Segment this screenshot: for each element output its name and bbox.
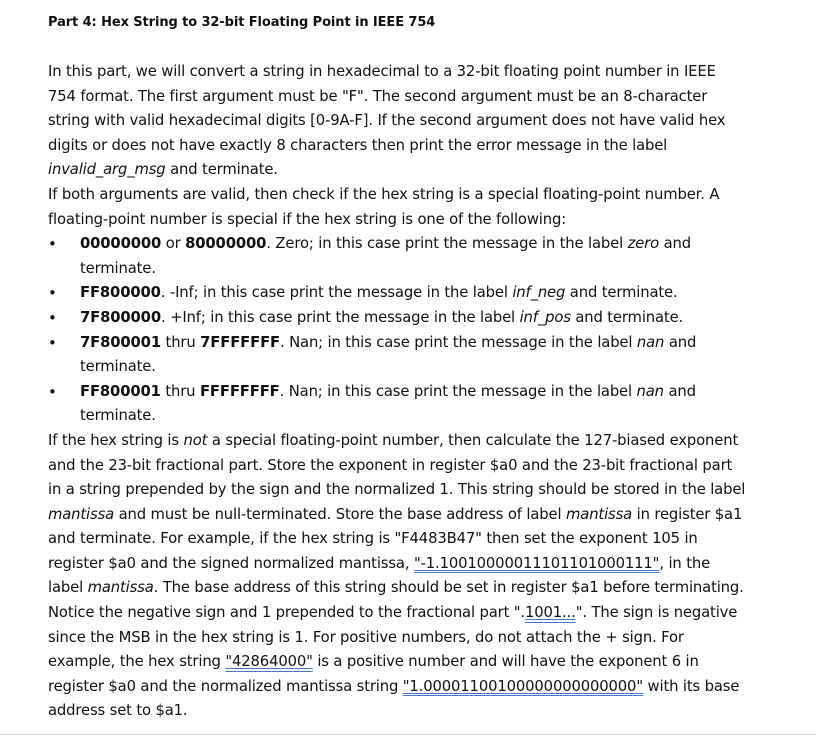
intro-text-end: and terminate. bbox=[165, 161, 278, 179]
list-item-text: . Nan; in this case print the message in the label bbox=[280, 333, 637, 351]
label-name: inf_pos bbox=[519, 308, 571, 326]
list-item-end: and terminate. bbox=[570, 308, 684, 326]
list-item-text: . Zero; in this case print the message in the label bbox=[266, 235, 628, 253]
emphasis-not: not bbox=[183, 431, 208, 449]
list-item-text: . +Inf; in this case print the message in the label bbox=[160, 308, 520, 326]
section-heading: Part 4: Hex String to 32-bit Floating Point in IEEE 754 bbox=[48, 15, 436, 30]
special-values-paragraph: If both arguments are valid, then check if the hex string is a special floating-point number. A floating-point number is special if the hex string is one of the following: bbox=[48, 185, 720, 228]
list-item-neg-inf bbox=[48, 281, 748, 306]
list-item-text: . Nan; in this case print the message in the label bbox=[279, 382, 637, 400]
label-mantissa: mantissa bbox=[566, 505, 633, 523]
list-item-neg-nan bbox=[48, 380, 748, 429]
paragraph-text: in register $a1 and terminate. For example, if the hex string is "F4483B47" then set the exponent 105 in register $a0 and the signed normalized mantissa, bbox=[48, 505, 743, 572]
paragraph-text: ". The sign is negative since the MSB in the hex string is 1. For positive numbers, do not attach the + sign. For example, the hex string bbox=[48, 604, 738, 671]
hex-value: 7F800001 bbox=[80, 333, 161, 351]
example-mantissa-negative: "-1.10010000011101101000111" bbox=[413, 554, 660, 572]
hex-value: 7F800000 bbox=[80, 308, 161, 326]
document-body bbox=[48, 60, 748, 724]
label-invalid-arg-msg: invalid_arg_msg bbox=[48, 161, 166, 179]
list-connector: thru bbox=[160, 382, 200, 400]
list-item-end: and terminate. bbox=[80, 235, 691, 277]
list-connector: or bbox=[161, 235, 186, 253]
label-mantissa: mantissa bbox=[87, 579, 154, 597]
paragraph-text: is a positive number and will have the exponent 6 in register $a0 and the normalized mantissa string bbox=[48, 653, 699, 695]
label-name: nan bbox=[636, 333, 665, 351]
hex-value: 7FFFFFFF bbox=[200, 333, 280, 351]
hex-value: 00000000 bbox=[80, 235, 162, 253]
hex-value: FFFFFFFF bbox=[199, 382, 280, 400]
list-item-end: and terminate. bbox=[565, 284, 678, 302]
example-hex-positive: "42864000" bbox=[225, 653, 313, 671]
special-values-list bbox=[48, 232, 748, 429]
label-name: nan bbox=[636, 382, 664, 400]
example-mantissa-positive: "1.00001100100000000000000" bbox=[402, 677, 643, 695]
list-item-end: and terminate. bbox=[80, 382, 696, 425]
paragraph-text: a special floating-point number, then calculate the 127-biased exponent and the 23-bit fractional part. Store the exponent in register $a0 and the 23-bit fractional part in a string prepended by the sign and the normalized 1. This string should be stored in the label bbox=[48, 431, 746, 499]
hex-value: FF800000 bbox=[80, 284, 161, 302]
list-item-end: and terminate. bbox=[80, 333, 697, 376]
mantissa-paragraph bbox=[48, 429, 748, 724]
intro-text: In this part, we will convert a string in hexadecimal to a 32-bit floating point number in IEEE 754 format. The first argument must be "F". The second argument must be an 8-character string with valid hexadecimal digits [0-9A-F]. If the second argument does not have valid hex digits or does not have exactly 8 characters then print the error message in the label bbox=[48, 63, 726, 154]
hex-value: 80000000 bbox=[185, 235, 267, 253]
list-connector: thru bbox=[160, 333, 201, 351]
paragraph-text: and must be null-terminated. Store the base address of label bbox=[114, 505, 567, 523]
list-item-pos-inf bbox=[48, 306, 748, 331]
list-item-text: . -Inf; in this case print the message in the label bbox=[160, 284, 513, 302]
list-item-pos-nan bbox=[48, 331, 748, 380]
paragraph-text: with its base address set to $a1. bbox=[48, 677, 740, 720]
example-fraction: 1001... bbox=[524, 604, 576, 622]
label-mantissa: mantissa bbox=[48, 505, 115, 523]
hex-value: FF800001 bbox=[80, 382, 161, 400]
paragraph-text: , in the label bbox=[48, 554, 711, 597]
list-item-zero bbox=[48, 232, 748, 281]
label-name: zero bbox=[627, 235, 660, 253]
paragraph-text: If the hex string is bbox=[48, 431, 184, 449]
paragraph-text: . The base address of this string should be set in register $a1 before terminating. Notice the negative sign and 1 prepended to the fractional part ". bbox=[48, 579, 744, 622]
page-bottom-divider bbox=[0, 734, 816, 735]
intro-paragraph bbox=[48, 60, 748, 183]
label-name: inf_neg bbox=[512, 284, 566, 302]
